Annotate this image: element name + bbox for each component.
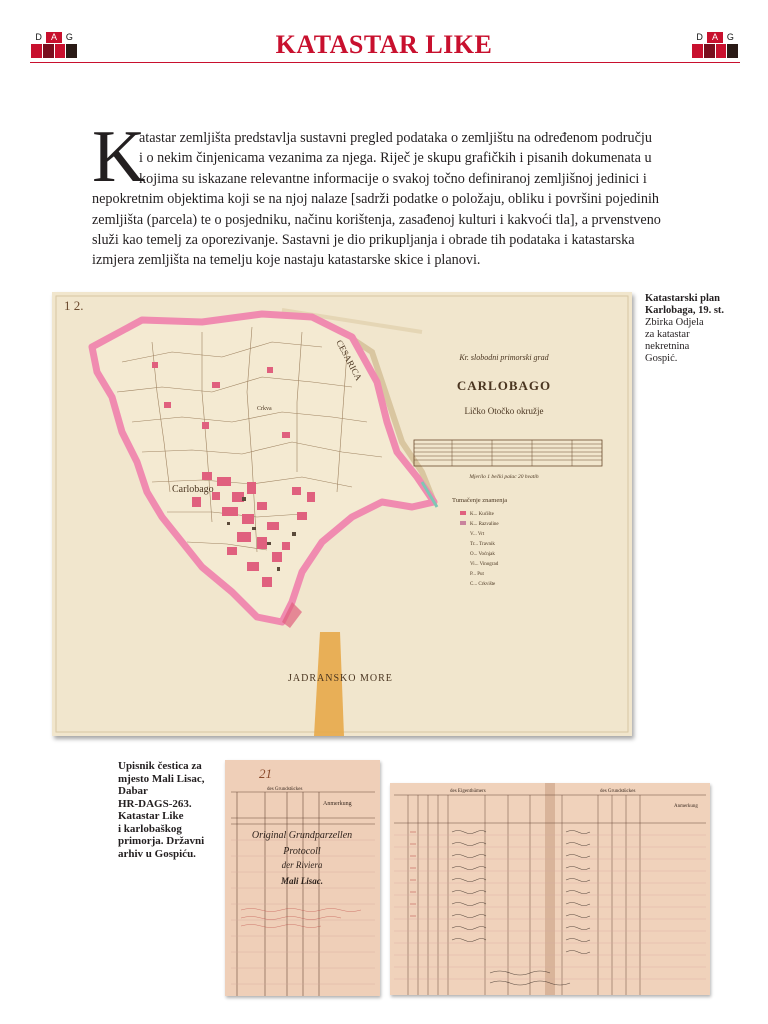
caption-line: nekretnina (645, 341, 690, 352)
map-heading: CARLOBAGO (456, 378, 552, 393)
caption-line: mjesto Mali Lisac, (118, 772, 205, 785)
intro-line: nepokretnim objektima koji se na njoj nalaze [sadrži podatke o položaju, obliku i površini pojedinih (92, 191, 659, 208)
caption-line: Katastar Like (118, 810, 184, 822)
page-title: KATASTAR LIKE (275, 30, 493, 59)
cadastral-map-image (52, 292, 632, 736)
ledger1-col-head: Anmerkung (323, 801, 352, 807)
caption-line: arhiv u Gospiću. (118, 847, 196, 860)
ledger1-title-line: Protocoll (283, 846, 321, 857)
legend-swatch (460, 521, 466, 525)
map-heading-small: Kr. slobodni primorski grad (459, 353, 549, 362)
caption-line: Gospić. (645, 353, 678, 364)
map-drawing (52, 292, 632, 736)
logo-letter-a: A (707, 32, 722, 43)
ledger1-page-number: 21 (259, 766, 272, 781)
logo-letter-d: D (35, 32, 42, 42)
logo-letter-g: G (65, 32, 73, 42)
logo-letter-g: G (726, 32, 734, 42)
caption-line: Upisnik čestica za (118, 760, 202, 772)
ledger2-head-left: des Eigenthümers (450, 789, 486, 794)
legend-swatch (460, 511, 466, 515)
legend-item: P... Put (470, 572, 484, 577)
legend-item: O... Voćnjak (470, 552, 495, 557)
logo-letter-a: A (46, 32, 61, 43)
caption-line: Dabar (118, 785, 148, 797)
caption-line: primorja. Državni (118, 835, 205, 847)
map-road-label: CESARICA (334, 338, 364, 383)
caption-line: Zbirka Odjela (645, 317, 704, 328)
header-divider (30, 62, 740, 63)
intro-line: služi kao temelj za oporezivanje. Sastavni je dio prikupljanja i obrade tih podataka i katastarska (92, 232, 635, 249)
caption-line: Karlobaga, 19. st. (645, 305, 725, 316)
legend-item: Tr... Travnik (470, 542, 495, 547)
legend-item: K... Razvaline (470, 522, 499, 527)
caption-line: za katastar (645, 329, 690, 340)
legend-item: K... Kućište (470, 512, 494, 517)
map-town-label: Carlobago (172, 484, 214, 495)
logo-blocks (692, 44, 738, 58)
caption-line: HR-DAGS-263. (118, 797, 192, 810)
ledger-caption (118, 760, 218, 860)
ledger2-head-right: des Grundstückes (600, 789, 636, 794)
legend-item: V... Vrt (470, 532, 485, 537)
caption-line: Katastarski plan (645, 293, 720, 304)
legend-item: Vi... Vinograd (470, 562, 499, 567)
legend-item: C... Crkvište (470, 582, 496, 587)
intro-line: i o nekim činjenicama vezanima za njega. Riječ je skupu grafičkih i pisanih dokumenata u (139, 150, 652, 167)
intro-paragraph (92, 128, 687, 271)
map-legend-title: Tumačenje znamenja (452, 497, 508, 504)
ledger1-title-line: Mali Lisac. (281, 876, 323, 886)
ledger-register-drawing (390, 783, 710, 995)
map-scale-note: Mjerilo 1 bečki palac 20 hvatih (469, 474, 539, 480)
ledger1-title-line: der Riviera (281, 860, 323, 870)
ledger2-col-right: Anmerkung (674, 804, 698, 809)
ledger-title-page-image (225, 760, 380, 996)
drop-cap: K (92, 116, 146, 198)
logo-letter-d: D (696, 32, 703, 42)
intro-line: atastar zemljišta predstavlja sustavni pregled podataka o zemljištu na određenom području (139, 130, 652, 146)
map-sea-label: JADRANSKO MORE (288, 673, 393, 684)
dag-logo-right (692, 32, 738, 58)
logo-letters (692, 32, 738, 43)
map-caption (645, 293, 745, 365)
intro-line: izmjera zemljišta na temelju koje nastaju katastarske skice i planovi. (92, 252, 481, 269)
ledger-title-drawing (225, 760, 380, 996)
ledger-register-image (390, 783, 710, 995)
map-heading-sub: Ličko Otočko okružje (464, 406, 544, 416)
map-church-label: Crkva (257, 406, 272, 412)
intro-line: kojima su iskazane relevantne informacije o svakoj točno definiranoj zemljišnoj jedinici i (139, 170, 647, 187)
caption-line: i karlobaškog (118, 822, 182, 835)
map-sheet-number: 1 2. (64, 298, 84, 313)
ledger1-header: des Grundstückes (267, 787, 303, 792)
intro-line: zemljišta (parcela) te o posjedniku, načinu korištenja, zasađenoj kulturi i kakvoći tla], a prvenstveno (92, 211, 661, 228)
ledger1-title-line: Original Grundparzellen (251, 830, 353, 841)
